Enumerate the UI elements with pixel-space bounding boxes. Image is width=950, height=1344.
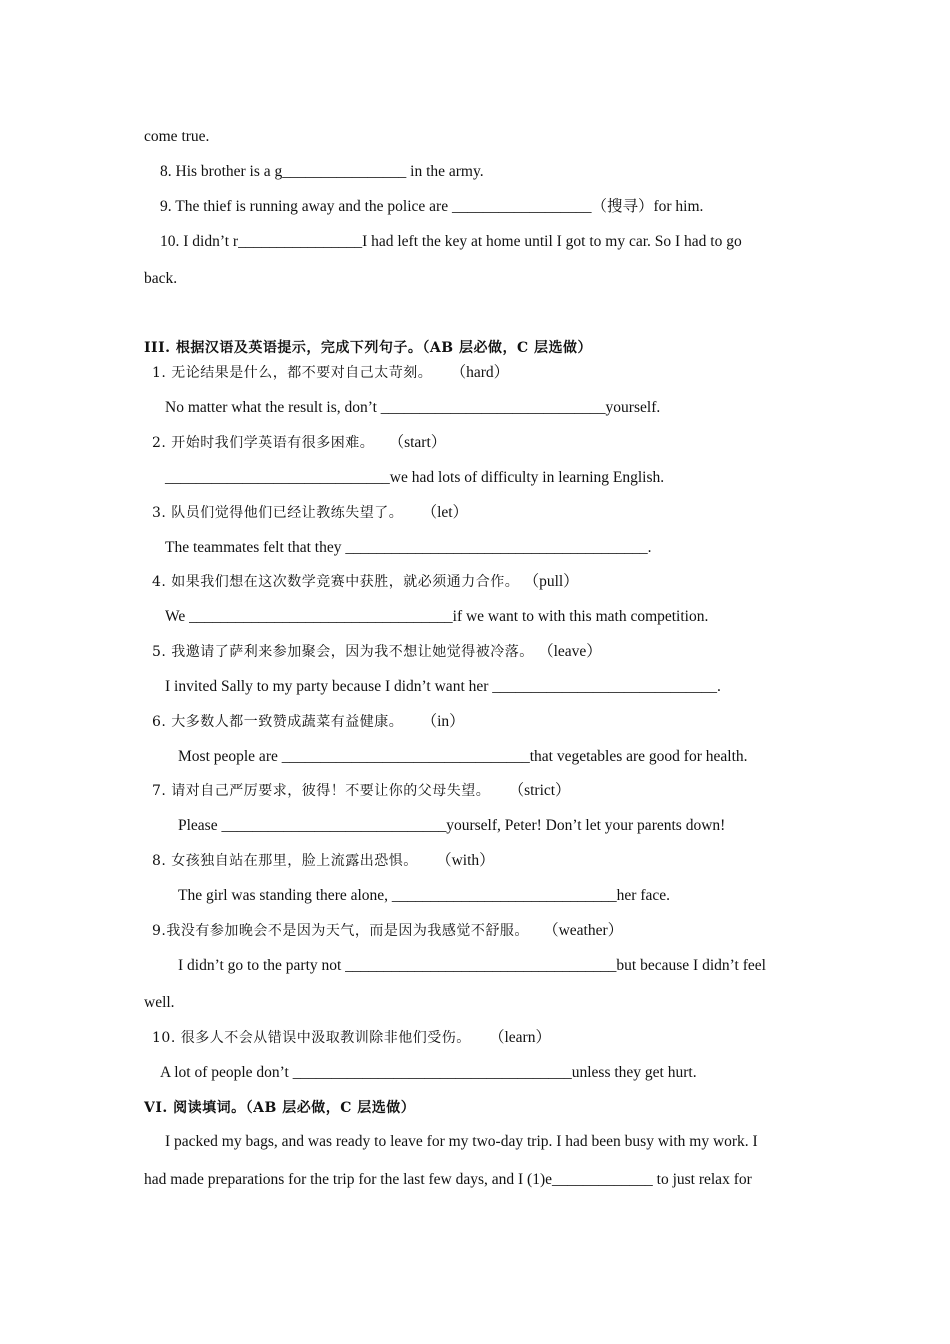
- english-hint: （weather）: [550, 922, 624, 939]
- item-3-sentence: The teammates felt that they _______________________________________.: [165, 539, 652, 556]
- item-3-prompt: [152, 503, 468, 523]
- english-hint: （let）: [429, 504, 469, 521]
- chinese-prompt: 10. 很多人不会从错误中汲取教训除非他们受伤。: [152, 1030, 471, 1046]
- heading-text: VI. 阅读填词。（AB 层必做，C 层选做）: [144, 1100, 416, 1116]
- item-6-sentence: Most people are ________________________________that vegetables are good for health.: [178, 748, 748, 765]
- item-4-sentence: We __________________________________if we want to with this math competition.: [165, 608, 709, 625]
- item-9-wrap: well.: [144, 994, 175, 1011]
- item-8-sentence: The girl was standing there alone, _____________________________her face.: [178, 887, 671, 904]
- item-1-sentence: No matter what the result is, don’t _____________________________yourself.: [165, 399, 661, 416]
- item-6-prompt: [152, 712, 465, 732]
- item-9-sentence: I didn’t go to the party not ___________________________________but because I didn’t feel: [178, 957, 766, 974]
- question-8: 8. His brother is a g________________ in the army.: [160, 163, 484, 180]
- english-hint: （learn）: [496, 1029, 551, 1046]
- item-1-prompt: [152, 363, 509, 383]
- passage-line: I packed my bags, and was ready to leave for my two-day trip. I had been busy with my work. I: [165, 1133, 758, 1150]
- chinese-prompt: 8. 女孩独自站在那里，脸上流露出恐惧。: [152, 853, 418, 869]
- item-5-prompt: [152, 642, 602, 662]
- item-4-prompt: [152, 572, 579, 592]
- item-2-sentence: _____________________________we had lots of difficulty in learning English.: [165, 469, 665, 486]
- question-10: 10. I didn’t r________________I had left the key at home until I got to my car. So I had to go: [160, 233, 742, 250]
- english-hint: （in）: [429, 713, 465, 730]
- chinese-prompt: 4. 如果我们想在这次数学竞赛中获胜，就必须通力合作。: [152, 574, 520, 590]
- english-hint: （hard）: [458, 364, 510, 381]
- english-hint: （pull）: [531, 573, 579, 590]
- chinese-prompt: 1. 无论结果是什么，都不要对自己太苛刻。: [152, 365, 433, 381]
- question-10-wrap: back.: [144, 270, 178, 287]
- question-9: 9. The thief is running away and the police are __________________（搜寻）for him.: [160, 198, 704, 215]
- item-9-prompt: [152, 921, 623, 941]
- chinese-prompt: 5. 我邀请了萨利来参加聚会，因为我不想让她觉得被冷落。: [152, 644, 534, 660]
- item-2-prompt: [152, 433, 446, 453]
- chinese-prompt: 3. 队员们觉得他们已经让教练失望了。: [152, 505, 404, 521]
- item-10-prompt: [152, 1028, 551, 1048]
- heading-text: III. 根据汉语及英语提示，完成下列句子。（AB 层必做，C 层选做）: [144, 340, 592, 356]
- passage-line: had made preparations for the trip for the last few days, and I (1)e_____________ to just relax for: [144, 1171, 752, 1188]
- english-hint: （leave）: [545, 643, 602, 660]
- item-7-sentence: Please _____________________________yourself, Peter! Don’t let your parents down!: [178, 817, 726, 834]
- section-heading-iii: [144, 338, 592, 358]
- item-8-prompt: [152, 851, 495, 871]
- english-hint: （with）: [443, 852, 495, 869]
- chinese-prompt: 7. 请对自己严厉要求，彼得！不要让你的父母失望。: [152, 783, 491, 799]
- item-7-prompt: [152, 781, 571, 801]
- text-line: come true.: [144, 128, 210, 145]
- english-hint: （strict）: [516, 782, 571, 799]
- section-heading-vi: [144, 1098, 415, 1118]
- chinese-prompt: 9.我没有参加晚会不是因为天气，而是因为我感觉不舒服。: [152, 923, 529, 939]
- chinese-prompt: 2. 开始时我们学英语有很多困难。: [152, 435, 375, 451]
- item-5-sentence: I invited Sally to my party because I didn’t want her _____________________________.: [165, 678, 721, 695]
- english-hint: （start）: [396, 434, 447, 451]
- item-10-sentence: A lot of people don’t ____________________________________unless they get hurt.: [160, 1064, 697, 1081]
- chinese-prompt: 6. 大多数人都一致赞成蔬菜有益健康。: [152, 714, 404, 730]
